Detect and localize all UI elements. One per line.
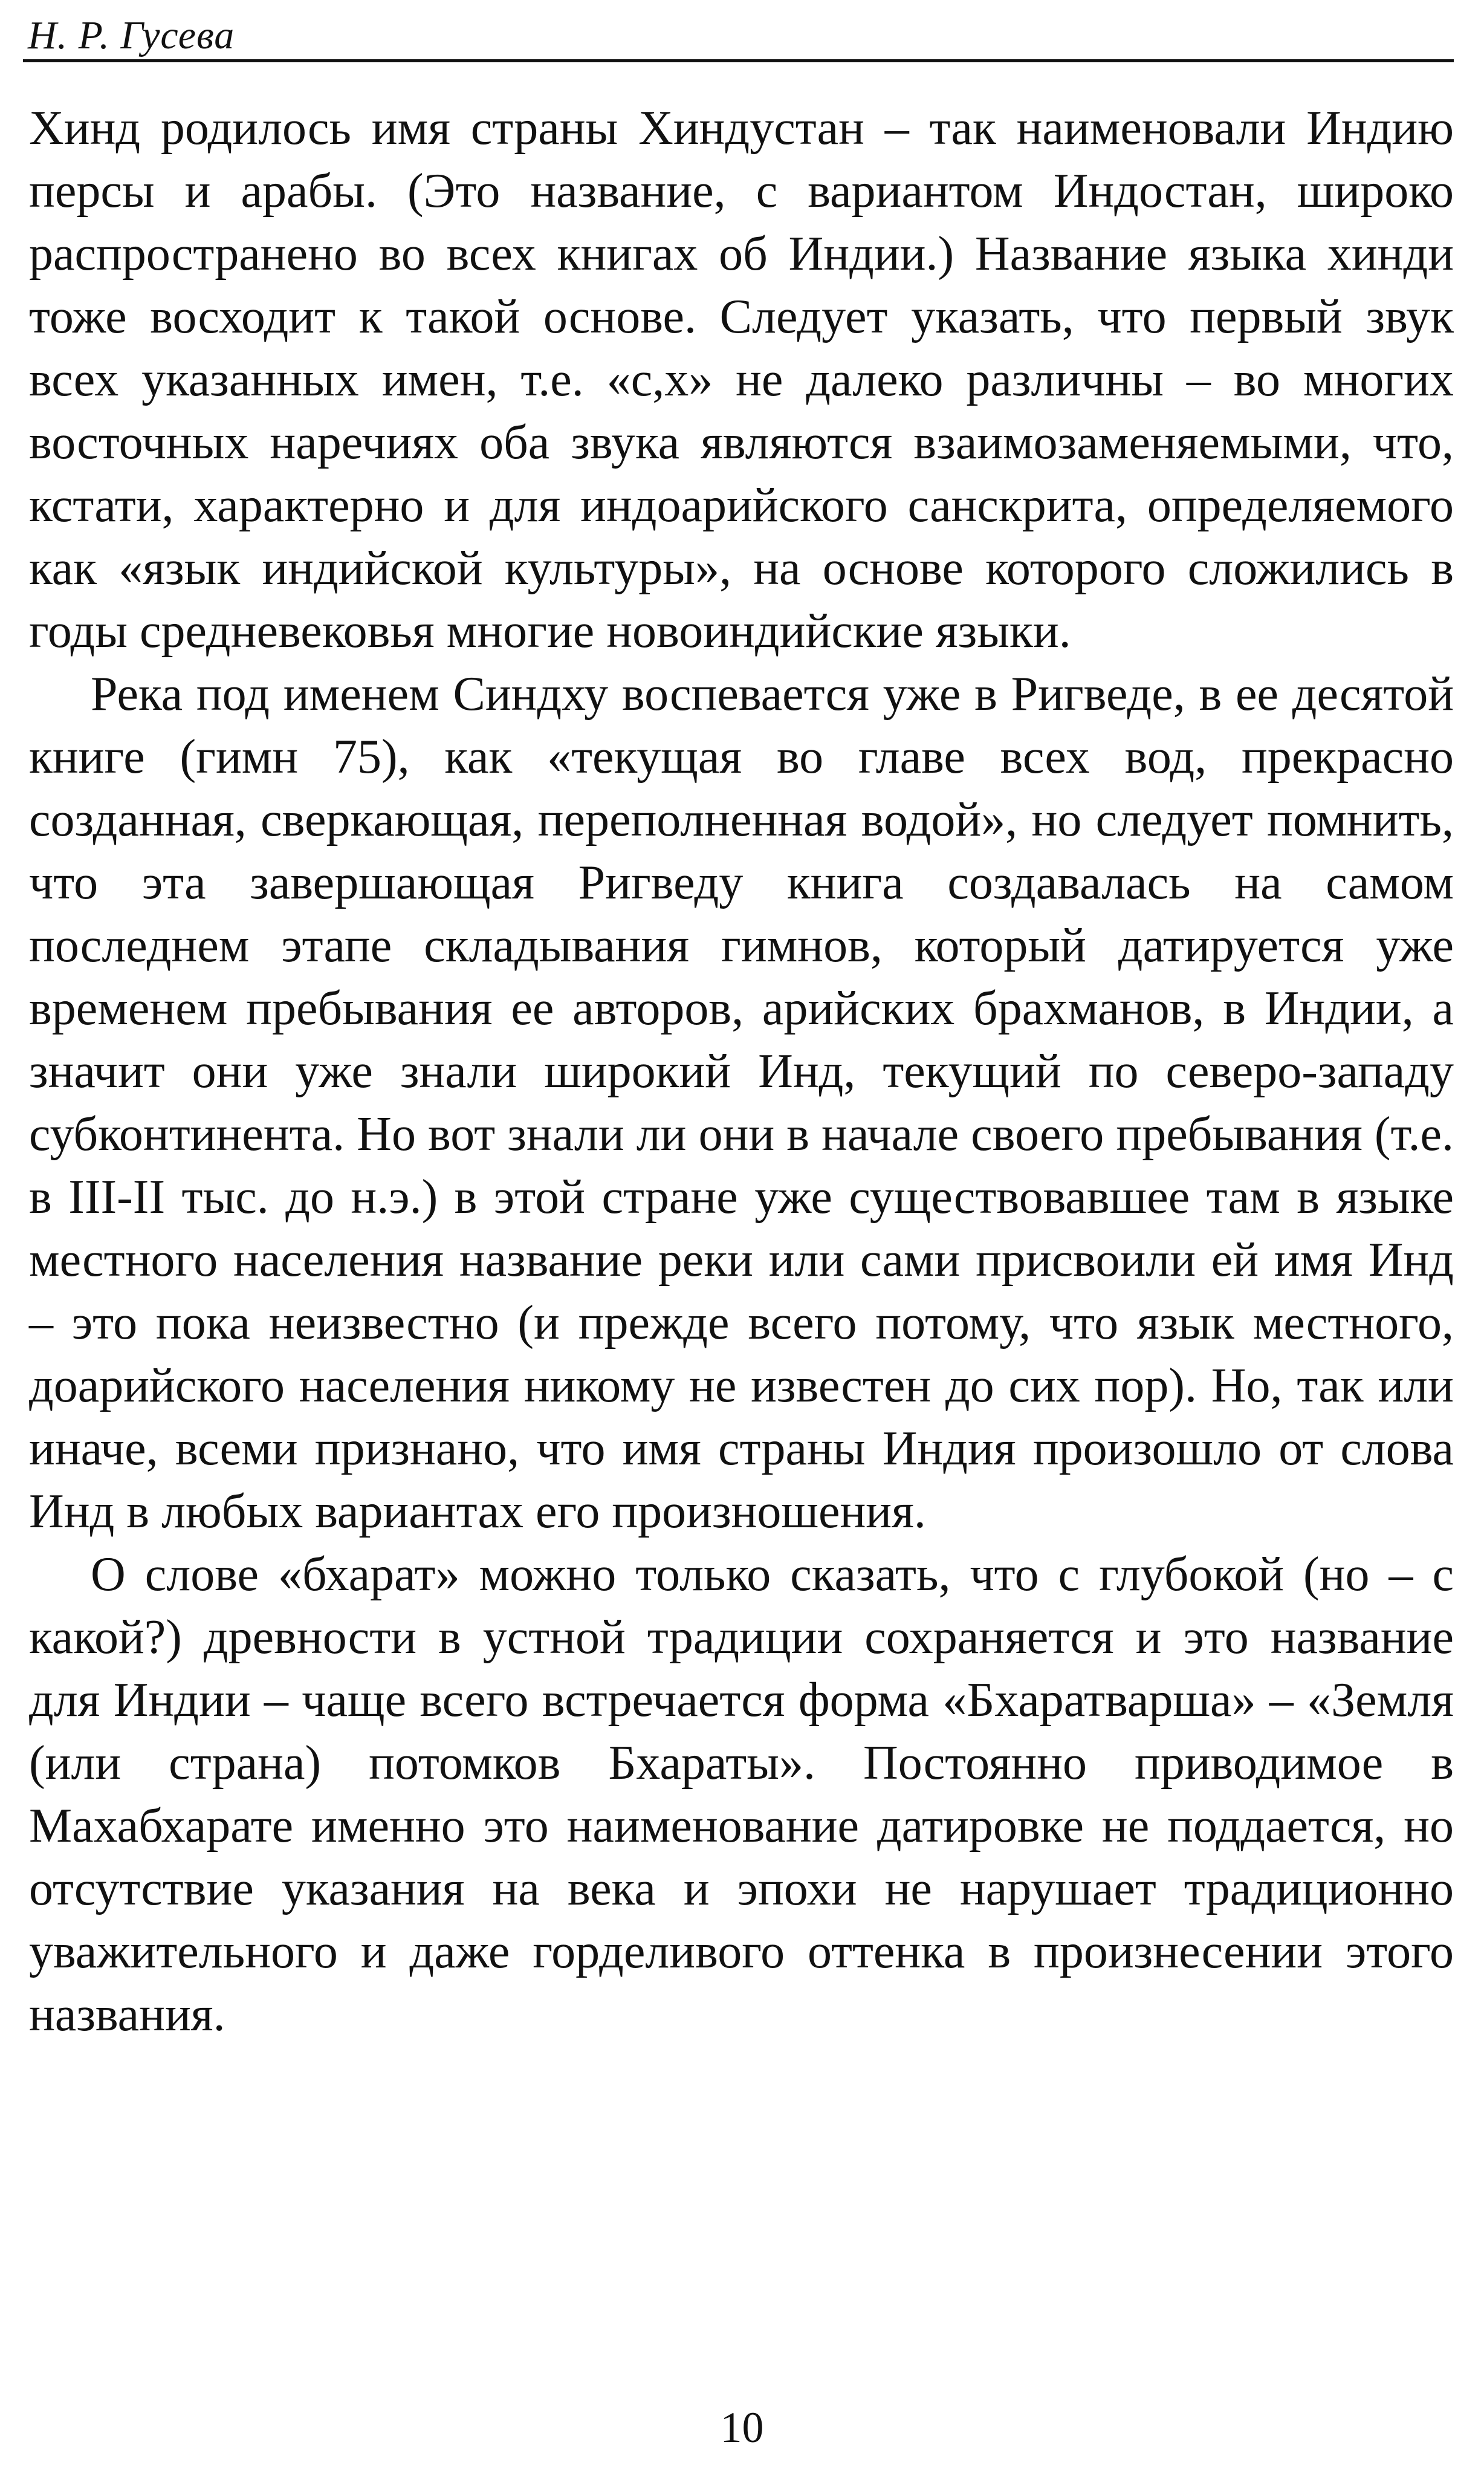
paragraph-1: Хинд родилось имя страны Хиндустан – так наименовали Индию персы и арабы. (Это название, с вариантом Индостан, широко распространено во всех книгах об Индии.) Название языка хинди тоже восходит к такой основе. Следует указать, что первый звук всех указанных имен, т.е. «с,х» не далеко различны – во многих восточных наречиях оба звука являются взаимозаменяемыми, что, кстати, характерно и для индоарийского санскрита, определяемого как «язык индийской культуры», на основе которого сложились в годы средневековья многие новоиндийские языки. bbox=[29, 102, 1454, 658]
author-name: Н. Р. Гусева bbox=[28, 13, 235, 57]
paragraph-2: Река под именем Синдху воспевается уже в Ригведе, в ее десятой книге (гимн 75), как «текущая во главе всех вод, прекрасно созданная, сверкающая, переполненная водой», но следует помнить, что эта завершающая Ригведу книга создавалась на самом последнем этапе складывания гимнов, который датируется уже временем пребывания ее авторов, арийских брахманов, в Индии, а значит они уже знали широкий Инд, текущий по северо-западу субконтинента. Но вот знали ли они в начале своего пребывания (т.е. в III-II тыс. до н.э.) в этой стране уже существовавшее там в языке местного населения название реки или сами присвоили ей имя Инд – это пока неизвестно (и прежде всего потому, что язык местного, доарийского населения никому не известен до сих пор). Но, так или иначе, всеми признано, что имя страны Индия произошло от слова Инд в любых вариантах его произношения. bbox=[29, 667, 1454, 1538]
body-text bbox=[29, 97, 1454, 2046]
running-header bbox=[23, 11, 1454, 62]
page-number: 10 bbox=[720, 2403, 764, 2452]
paragraph-3: О слове «бхарат» можно только сказать, что с глубокой (но – с какой?) древности в устной традиции сохраняется и это название для Индии – чаще всего встречается форма «Бхаратварша» – «Земля (или страна) потомков Бхараты». Постоянно приводимое в Махабхарате именно это наименование датировке не поддается, но отсутствие указания на века и эпохи не нарушает традиционно уважительного и даже горделивого оттенка в произнесении этого названия. bbox=[29, 1548, 1454, 2041]
